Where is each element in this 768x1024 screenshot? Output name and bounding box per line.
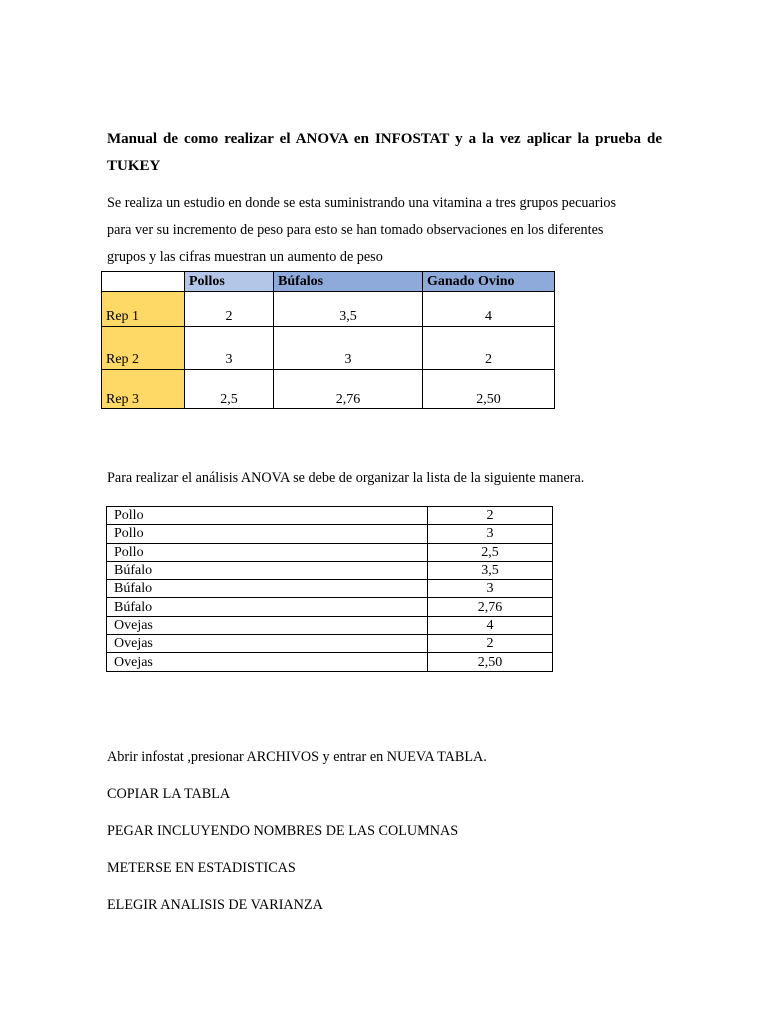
value-cell: 2,76 <box>428 598 553 616</box>
data-table-list <box>106 506 553 672</box>
group-cell: Ovejas <box>107 616 428 634</box>
table-row <box>107 507 553 525</box>
step-item: ELEGIR ANALISIS DE VARIANZA <box>107 897 323 913</box>
step-item: METERSE EN ESTADISTICAS <box>107 860 296 876</box>
table-row <box>107 598 553 616</box>
group-cell: Búfalo <box>107 580 428 598</box>
value-cell: 2 <box>428 635 553 653</box>
step-item: PEGAR INCLUYENDO NOMBRES DE LAS COLUMNAS <box>107 823 459 839</box>
table-cell: 2 <box>423 327 555 370</box>
header-cell-bufalos: Búfalos <box>274 272 423 292</box>
header-cell-pollos: Pollos <box>185 272 274 292</box>
intro-paragraph <box>107 190 662 271</box>
table-cell: 2,76 <box>274 370 423 409</box>
group-cell: Ovejas <box>107 635 428 653</box>
table-cell: 2 <box>185 292 274 327</box>
header-cell-ganado-ovino: Ganado Ovino <box>423 272 555 292</box>
value-cell: 4 <box>428 616 553 634</box>
table-cell: 2,50 <box>423 370 555 409</box>
table-cell: 2,5 <box>185 370 274 409</box>
steps-list <box>107 746 487 931</box>
group-cell: Pollo <box>107 507 428 525</box>
value-cell: 3 <box>428 525 553 543</box>
intro-line: para ver su incremento de peso para esto se han tomado observaciones en los diferentes <box>107 222 604 238</box>
table-row <box>107 580 553 598</box>
table-row <box>102 327 555 370</box>
table-row <box>107 635 553 653</box>
row-label: Rep 1 <box>102 292 185 327</box>
table-row <box>107 543 553 561</box>
intro-line: grupos y las cifras muestran un aumento de peso <box>107 249 383 265</box>
instruction-paragraph: Para realizar el análisis ANOVA se debe de organizar la lista de la siguiente manera. <box>107 470 585 486</box>
group-cell: Pollo <box>107 525 428 543</box>
value-cell: 2 <box>428 507 553 525</box>
step-item: COPIAR LA TABLA <box>107 786 231 802</box>
intro-line: Se realiza un estudio en donde se esta suministrando una vitamina a tres grupos pecuarios <box>107 195 617 211</box>
table-row <box>102 292 555 327</box>
table-cell: 4 <box>423 292 555 327</box>
group-cell: Ovejas <box>107 653 428 671</box>
row-label: Rep 2 <box>102 327 185 370</box>
group-cell: Pollo <box>107 543 428 561</box>
table-cell: 3,5 <box>274 292 423 327</box>
table-row <box>107 616 553 634</box>
header-cell-empty <box>102 272 185 292</box>
value-cell: 3,5 <box>428 561 553 579</box>
table-header-row <box>102 272 555 292</box>
table-row <box>107 525 553 543</box>
step-item: Abrir infostat ,presionar ARCHIVOS y entrar en NUEVA TABLA. <box>107 749 487 765</box>
table-row <box>102 370 555 409</box>
row-label: Rep 3 <box>102 370 185 409</box>
group-cell: Búfalo <box>107 598 428 616</box>
document-title: Manual de como realizar el ANOVA en INFOSTAT y a la vez aplicar la prueba de TUKEY <box>107 131 662 174</box>
table-cell: 3 <box>185 327 274 370</box>
value-cell: 2,5 <box>428 543 553 561</box>
table-row <box>107 561 553 579</box>
group-cell: Búfalo <box>107 561 428 579</box>
table-cell: 3 <box>274 327 423 370</box>
data-table-groups <box>101 271 555 409</box>
value-cell: 3 <box>428 580 553 598</box>
value-cell: 2,50 <box>428 653 553 671</box>
table-row <box>107 653 553 671</box>
